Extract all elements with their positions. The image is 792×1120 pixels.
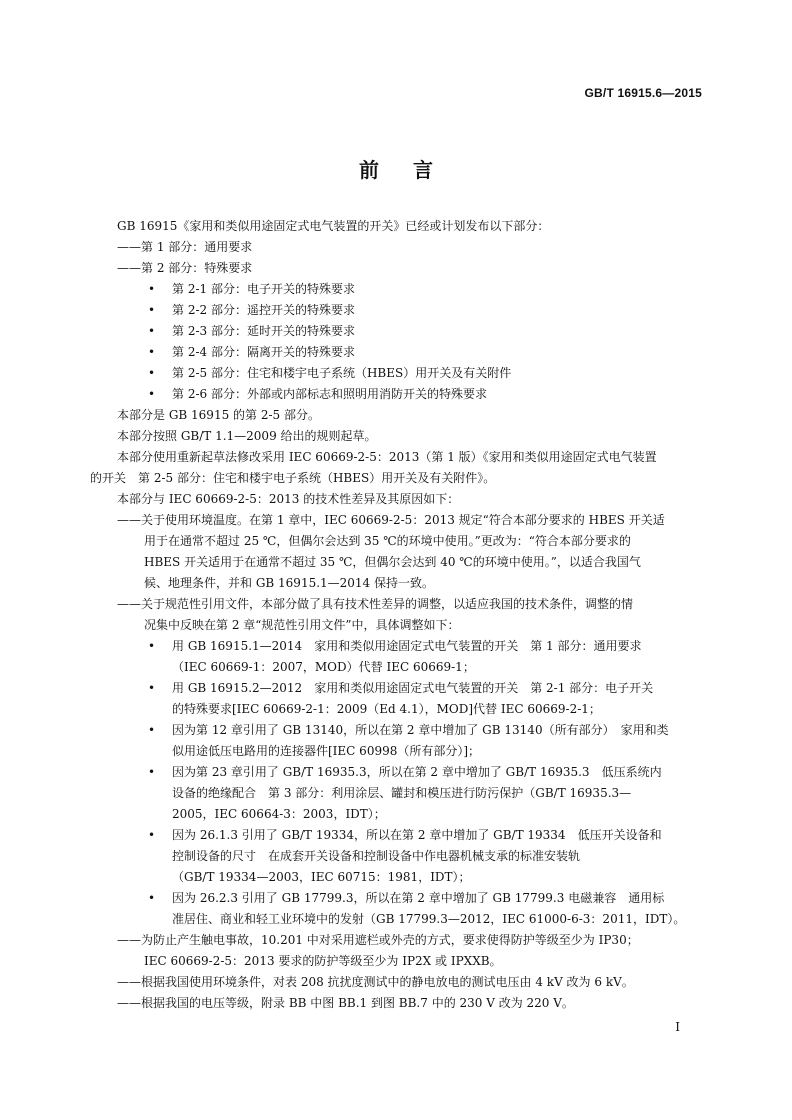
foreword-line <box>148 300 703 321</box>
line-text: 因为 26.2.3 引用了 GB 17799.3，所以在第 2 章中增加了 GB 17799.3 电磁兼容 通用标 <box>172 891 665 905</box>
foreword-line <box>117 258 703 279</box>
line-text: 因为第 12 章引用了 GB 13140，所以在第 2 章中增加了 GB 13140（所有部分） 家用和类 <box>172 723 669 737</box>
bullet-icon: • <box>148 387 156 401</box>
foreword-line <box>148 888 703 909</box>
foreword-line <box>144 615 703 636</box>
page-number: I <box>675 1020 680 1034</box>
page-title: 前言 <box>359 158 467 182</box>
line-text: ——第 1 部分：通用要求 <box>117 240 253 254</box>
foreword-line <box>117 489 703 510</box>
line-text: （GB/T 19334—2003，IEC 60715：1981，IDT）； <box>172 870 471 884</box>
foreword-line <box>148 321 703 342</box>
standard-code: GB/T 16915.6—2015 <box>584 86 702 100</box>
line-text: 本部分是 GB 16915 的第 2-5 部分。 <box>117 408 320 422</box>
foreword-line <box>148 279 703 300</box>
bullet-icon: • <box>148 303 156 317</box>
line-text: 第 2-6 部分：外部或内部标志和照明用消防开关的特殊要求 <box>172 387 487 401</box>
foreword-line <box>148 825 703 846</box>
bullet-icon: • <box>148 324 156 338</box>
line-text: 第 2-3 部分：延时开关的特殊要求 <box>172 324 355 338</box>
foreword-line <box>117 405 703 426</box>
foreword-line <box>172 783 703 804</box>
foreword-line <box>172 867 703 888</box>
foreword-line <box>117 447 703 468</box>
line-text: 况集中反映在第 2 章“规范性引用文件”中，具体调整如下： <box>144 618 460 632</box>
foreword-line <box>117 216 703 237</box>
line-text: （IEC 60669-1：2007，MOD）代替 IEC 60669-1； <box>172 660 475 674</box>
line-text: 用 GB 16915.1—2014 家用和类似用途固定式电气装置的开关 第 1 部分：通用要求 <box>172 639 642 653</box>
bullet-icon: • <box>148 345 156 359</box>
line-text: 本部分按照 GB/T 1.1—2009 给出的规则起草。 <box>117 429 377 443</box>
foreword-line <box>148 678 703 699</box>
foreword-line <box>148 342 703 363</box>
line-text: 因为第 23 章引用了 GB/T 16935.3，所以在第 2 章中增加了 GB/T 16935.3 低压系统内 <box>172 765 662 779</box>
foreword-line <box>148 720 703 741</box>
line-text: 第 2-1 部分：电子开关的特殊要求 <box>172 282 355 296</box>
foreword-line <box>144 573 703 594</box>
foreword-line <box>117 426 703 447</box>
foreword-line <box>172 741 703 762</box>
line-text: 设备的绝缘配合 第 3 部分：利用涂层、罐封和模压进行防污保护（GB/T 16935.3— <box>172 786 632 800</box>
foreword-line <box>172 699 703 720</box>
foreword-line <box>144 531 703 552</box>
bullet-icon: • <box>148 765 156 779</box>
bullet-icon: • <box>148 723 156 737</box>
line-text: 第 2-2 部分：遥控开关的特殊要求 <box>172 303 355 317</box>
line-text: ——关于使用环境温度。在第 1 章中，IEC 60669-2-5：2013 规定“符合本部分要求的 HBES 开关适 <box>117 513 665 527</box>
foreword-line <box>148 762 703 783</box>
line-text: ——根据我国使用环境条件，对表 208 抗扰度测试中的静电放电的测试电压由 4 kV 改为 6 kV。 <box>117 975 634 989</box>
line-text: 因为 26.1.3 引用了 GB/T 19334，所以在第 2 章中增加了 GB/T 19334 低压开关设备和 <box>172 828 662 842</box>
foreword-line <box>90 468 703 489</box>
bullet-icon: • <box>148 681 156 695</box>
foreword-body <box>90 216 703 1014</box>
line-text: 第 2-5 部分：住宅和楼宇电子系统（HBES）用开关及有关附件 <box>172 366 512 380</box>
line-text: ——关于规范性引用文件，本部分做了具有技术性差异的调整，以适应我国的技术条件，调整的情 <box>117 597 634 611</box>
foreword-line <box>144 552 703 573</box>
line-text: 似用途低压电路用的连接器件[IEC 60998（所有部分）]； <box>172 744 481 758</box>
bullet-icon: • <box>148 639 156 653</box>
line-text: 的开关 第 2-5 部分：住宅和楼宇电子系统（HBES）用开关及有关附件》。 <box>90 471 496 485</box>
line-text: 用于在通常不超过 25 ℃，但偶尔会达到 35 ℃的环境中使用。”更改为：“符合本部分要求的 <box>144 534 631 548</box>
line-text: 本部分使用重新起草法修改采用 IEC 60669-2-5：2013（第 1 版）《家用和类似用途固定式电气装置 <box>117 450 657 464</box>
foreword-line <box>117 930 703 951</box>
line-text: 控制设备的尺寸 在成套开关设备和控制设备中作电器机械支承的标准安装轨 <box>172 849 581 863</box>
line-text: ——根据我国的电压等级，附录 BB 中图 BB.1 到图 BB.7 中的 230 V 改为 220 V。 <box>117 996 574 1010</box>
line-text: GB 16915《家用和类似用途固定式电气装置的开关》已经或计划发布以下部分： <box>117 219 550 233</box>
bullet-icon: • <box>148 891 156 905</box>
foreword-line <box>172 657 703 678</box>
line-text: ——第 2 部分：特殊要求 <box>117 261 253 275</box>
foreword-line <box>172 804 703 825</box>
bullet-icon: • <box>148 282 156 296</box>
line-text: 用 GB 16915.2—2012 家用和类似用途固定式电气装置的开关 第 2-1 部分：电子开关 <box>172 681 654 695</box>
foreword-line <box>172 846 703 867</box>
foreword-line <box>117 993 703 1014</box>
line-text: 候、地理条件，并和 GB 16915.1—2014 保持一致。 <box>144 576 435 590</box>
line-text: IEC 60669-2-5：2013 要求的防护等级至少为 IP2X 或 IPXXB。 <box>144 954 502 968</box>
foreword-line <box>172 909 703 930</box>
foreword-line <box>144 951 703 972</box>
bullet-icon: • <box>148 366 156 380</box>
foreword-line <box>117 237 703 258</box>
line-text: 第 2-4 部分：隔离开关的特殊要求 <box>172 345 355 359</box>
line-text: HBES 开关适用于在通常不超过 35 ℃，但偶尔会达到 40 ℃的环境中使用。”，以适合我国气 <box>144 555 641 569</box>
foreword-line <box>148 384 703 405</box>
line-text: ——为防止产生触电事故，10.201 中对采用遮栏或外壳的方式，要求使得防护等级至少为 IP30； <box>117 933 639 947</box>
line-text: 准居住、商业和轻工业环境中的发射（GB 17799.3—2012，IEC 61000-6-3：2011，IDT）。 <box>172 912 686 926</box>
foreword-line <box>117 972 703 993</box>
foreword-line <box>148 363 703 384</box>
bullet-icon: • <box>148 828 156 842</box>
foreword-line <box>117 510 703 531</box>
line-text: 本部分与 IEC 60669-2-5：2013 的技术性差异及其原因如下： <box>117 492 460 506</box>
foreword-line <box>117 594 703 615</box>
line-text: 2005，IEC 60664-3：2003，IDT）； <box>172 807 386 821</box>
foreword-line <box>148 636 703 657</box>
line-text: 的特殊要求[IEC 60669-2-1：2009（Ed 4.1），MOD]代替 IEC 60669-2-1； <box>172 702 601 716</box>
